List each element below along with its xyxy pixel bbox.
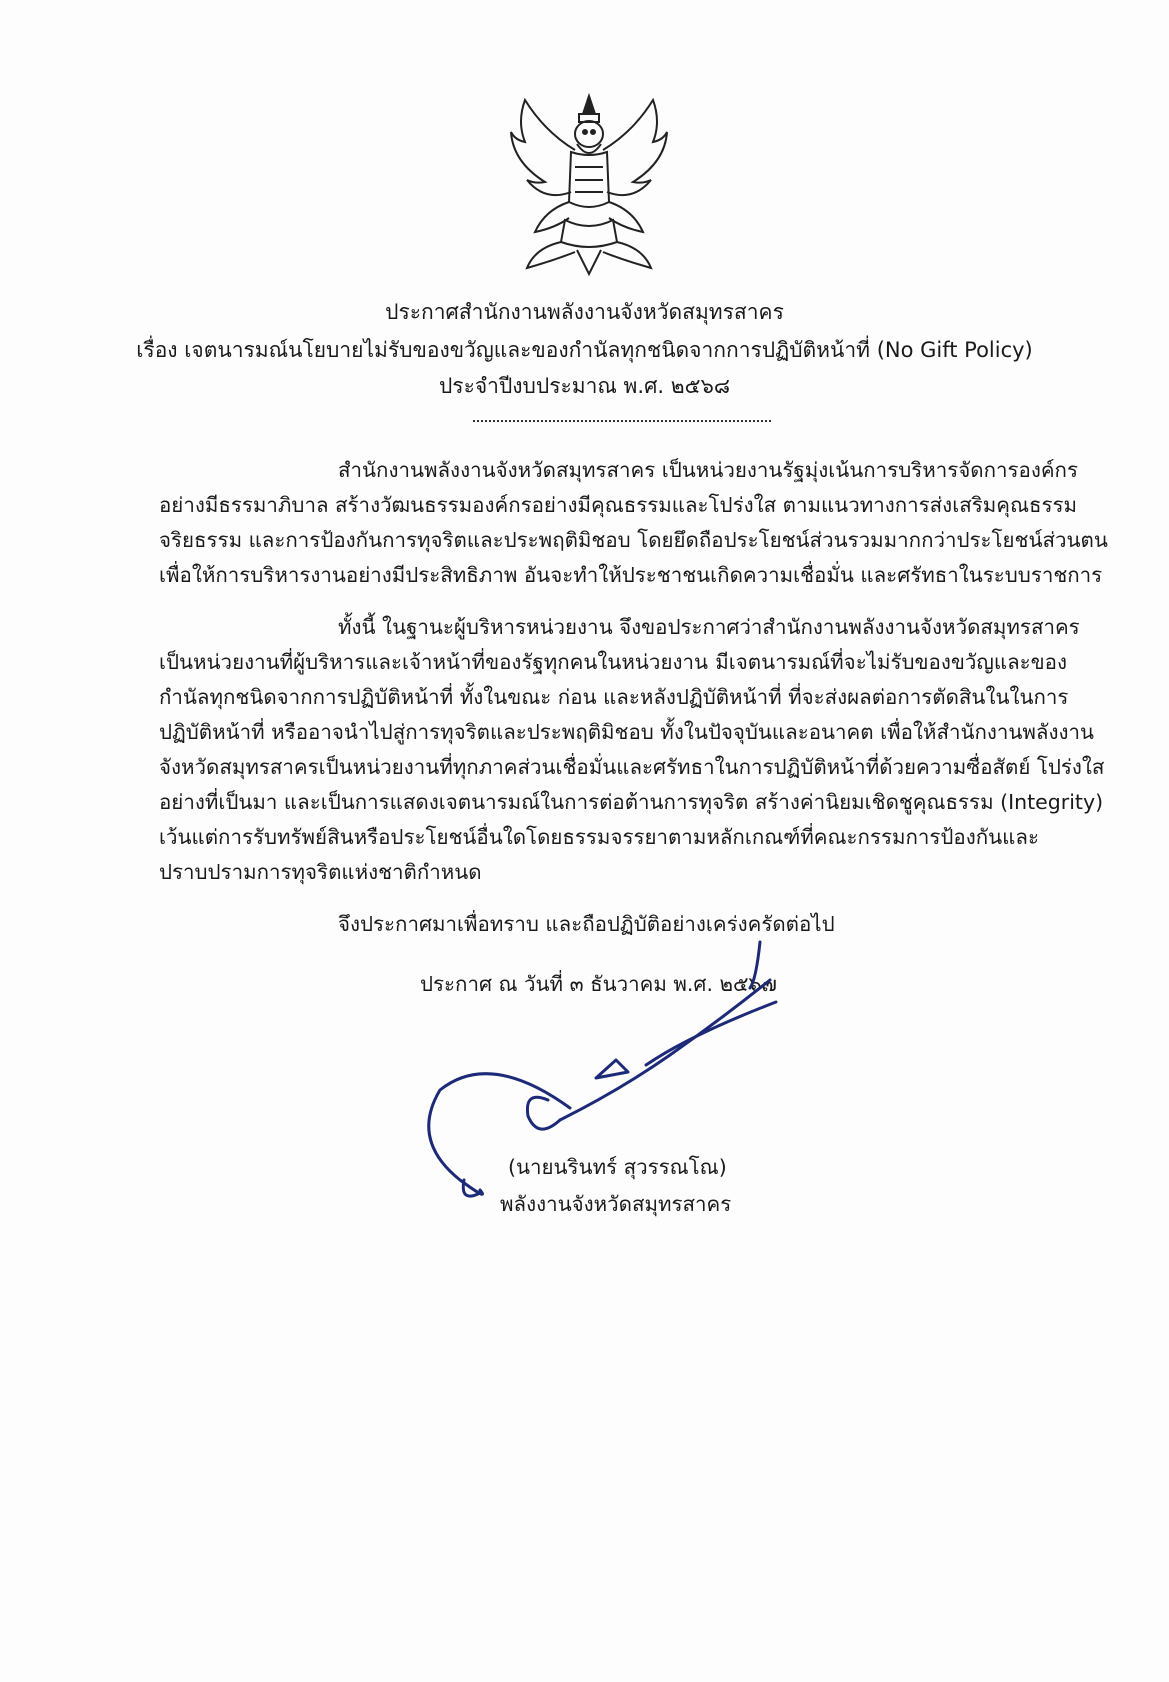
paragraph1-line: สำนักงานพลังงานจังหวัดสมุทรสาคร เป็นหน่วยงานรัฐมุ่งเน้นการบริหารจัดการองค์กร: [338, 458, 1078, 482]
signatory-name: (นายนรินทร์ สุวรรณโณ): [508, 1155, 727, 1179]
paragraph2-line: ปราบปรามการทุจริตแห่งชาติกำหนด: [159, 860, 482, 884]
garuda-emblem-icon: [505, 92, 673, 276]
paragraph2-line: ทั้งนี้ ในฐานะผู้บริหารหน่วยงาน จึงขอประกาศว่าสำนักงานพลังงานจังหวัดสมุทรสาคร: [338, 615, 1080, 639]
paragraph1-line: จริยธรรม และการป้องกันการทุจริตและประพฤติมิชอบ โดยยึดถือประโยชน์ส่วนรวมมากกว่าประโยชน์ส่วนตน: [159, 528, 1108, 552]
paragraph2-line: ปฏิบัติหน้าที่ หรืออาจนำไปสู่การทุจริตและประพฤติมิชอบ ทั้งในปัจจุบันและอนาคต เพื่อให้สำนักงานพลังงาน: [159, 720, 1095, 744]
paragraph1-line: อย่างมีธรรมาภิบาล สร้างวัฒนธรรมองค์กรอย่างมีคุณธรรมและโปร่งใส ตามแนวทางการส่งเสริมคุณธรรม: [159, 493, 1078, 517]
paragraph2-line: กำนัลทุกชนิดจากการปฏิบัติหน้าที่ ทั้งในขณะ ก่อน และหลังปฏิบัติหน้าที่ ที่จะส่งผลต่อการตัดสินในในการ: [159, 685, 1069, 709]
handwritten-signature: [420, 940, 790, 1230]
announcement-subject: เรื่อง เจตนารมณ์นโยบายไม่รับของขวัญและของกำนัลทุกชนิดจากการปฏิบัติหน้าที่ (No Gift Policy): [136, 338, 1033, 362]
signatory-position: พลังงานจังหวัดสมุทรสาคร: [500, 1192, 732, 1216]
divider-dots: [473, 418, 771, 422]
paragraph2-line: จังหวัดสมุทรสาครเป็นหน่วยงานที่ทุกภาคส่วนเชื่อมั่นและศรัทธาในการปฏิบัติหน้าที่ด้วยความซื่อสัตย์ โปร่งใส: [159, 755, 1105, 779]
fiscal-year: ประจำปีงบประมาณ พ.ศ. ๒๕๖๘: [438, 374, 731, 398]
closing-statement: จึงประกาศมาเพื่อทราบ และถือปฏิบัติอย่างเคร่งครัดต่อไป: [338, 912, 835, 936]
paragraph2-line: เป็นหน่วยงานที่ผู้บริหารและเจ้าหน้าที่ของรัฐทุกคนในหน่วยงาน มีเจตนารมณ์ที่จะไม่รับของขวัญและของ: [159, 650, 1067, 674]
paragraph1-line: เพื่อให้การบริหารงานอย่างมีประสิทธิภาพ อันจะทำให้ประชาชนเกิดความเชื่อมั่น และศรัทธาในระบบราชการ: [159, 563, 1103, 587]
announcement-date: ประกาศ ณ วันที่ ๓ ธันวาคม พ.ศ. ๒๕๖๗: [420, 972, 777, 996]
announcement-title: ประกาศสำนักงานพลังงานจังหวัดสมุทรสาคร: [385, 300, 784, 324]
paragraph2-line: เว้นแต่การรับทรัพย์สินหรือประโยชน์อื่นใดโดยธรรมจรรยาตามหลักเกณฑ์ที่คณะกรรมการป้องกันและ: [159, 825, 1039, 849]
paragraph2-line: อย่างที่เป็นมา และเป็นการแสดงเจตนารมณ์ในการต่อต้านการทุจริต สร้างค่านิยมเชิดชูคุณธรรม (Integrity): [159, 790, 1104, 814]
